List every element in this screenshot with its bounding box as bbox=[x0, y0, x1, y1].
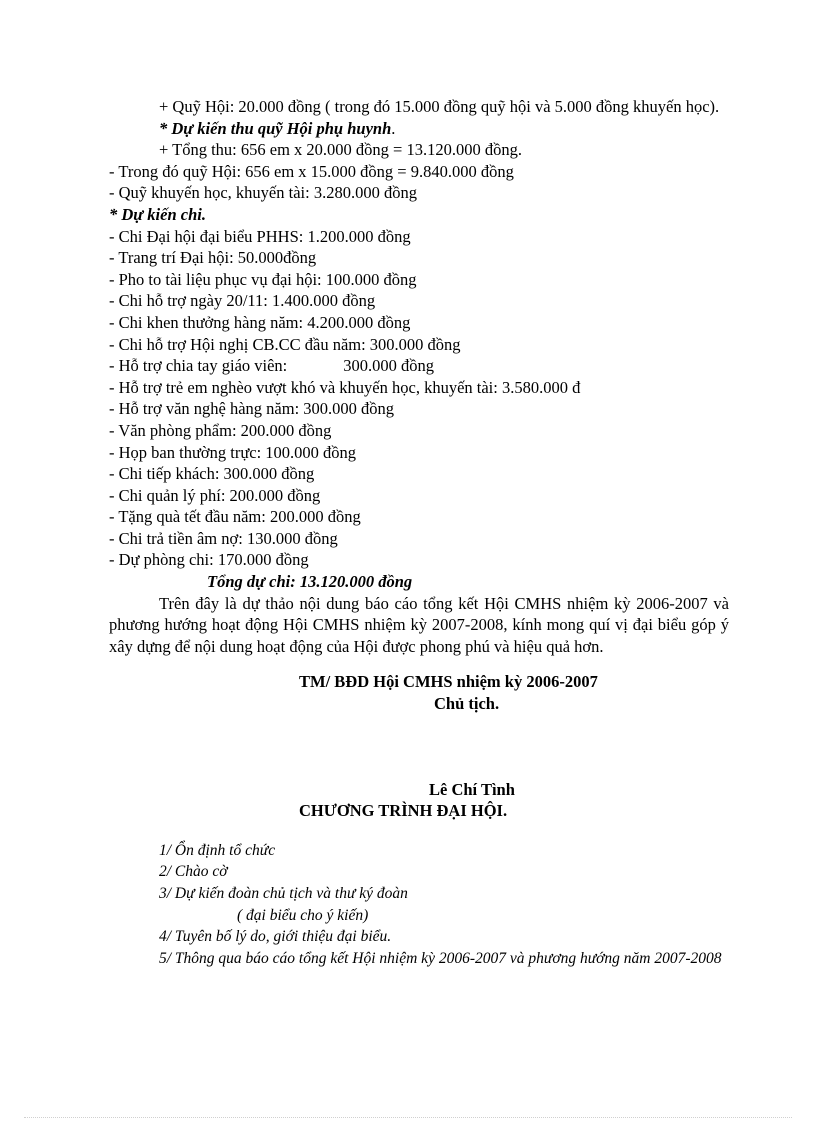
signature-title: TM/ BĐD Hội CMHS nhiệm kỳ 2006-2007 bbox=[299, 672, 598, 692]
program-item: 5/ Thông qua báo cáo tổng kết Hội nhiệm kỳ 2006-2007 và phương hướng năm 2007-2008 bbox=[159, 949, 722, 967]
expense-amount: 300.000 đồng bbox=[343, 356, 435, 376]
expense-item: - Họp ban thường trực: 100.000 đồng bbox=[109, 442, 357, 462]
income-fund: - Trong đó quỹ Hội: 656 em x 15.000 đồng = 9.840.000 đồng bbox=[109, 161, 514, 181]
income-scholarship: - Quỹ khuyến học, khuyến tài: 3.280.000 đồng bbox=[109, 183, 417, 203]
program-item: 2/ Chào cờ bbox=[159, 863, 228, 881]
expense-item: - Chi trả tiền âm nợ: 130.000 đồng bbox=[109, 528, 338, 548]
program-item: 1/ Ổn định tổ chức bbox=[159, 841, 276, 859]
income-heading-text: * Dự kiến thu quỹ Hội phụ huynh bbox=[159, 118, 392, 138]
expense-item: - Dự phòng chi: 170.000 đồng bbox=[109, 550, 309, 570]
expense-item: - Chi quản lý phí: 200.000 đồng bbox=[109, 485, 321, 505]
fund-line: + Quỹ Hội: 20.000 đồng ( trong đó 15.000 đồng quỹ hội và 5.000 đồng khuyến học). bbox=[159, 97, 720, 116]
document-page bbox=[109, 96, 729, 969]
program-subitem: ( đại biểu cho ý kiến) bbox=[237, 906, 369, 924]
expense-item bbox=[109, 355, 729, 377]
closing-paragraph: Trên đây là dự thảo nội dung báo cáo tổng kết Hội CMHS nhiệm kỳ 2006-2007 và phương hướng hoạt động Hội CMHS nhiệm kỳ 2007-2008, kính mong quí vị đại biểu góp ý xây dựng để nội dung hoạt động của Hội được phong phú và hiệu quả hơn. bbox=[109, 593, 729, 656]
expense-item: - Hỗ trợ văn nghệ hàng năm: 300.000 đồng bbox=[109, 399, 395, 419]
expense-item: - Chi hỗ trợ Hội nghị CB.CC đầu năm: 300.000 đồng bbox=[109, 334, 461, 354]
total-expense: Tổng dự chi: 13.120.000 đồng bbox=[207, 572, 413, 592]
program-item: 3/ Dự kiến đoàn chủ tịch và thư ký đoàn bbox=[159, 885, 408, 902]
signature-role: Chủ tịch. bbox=[434, 694, 500, 714]
expense-item: - Văn phòng phẩm: 200.000 đồng bbox=[109, 420, 332, 440]
income-heading: * Dự kiến thu quỹ Hội phụ huynh. bbox=[159, 118, 396, 138]
signature-name: Lê Chí Tình bbox=[429, 779, 515, 799]
expense-item: - Chi khen thưởng hàng năm: 4.200.000 đồng bbox=[109, 312, 411, 332]
expense-item: - Chi tiếp khách: 300.000 đồng bbox=[109, 464, 315, 484]
expense-heading: * Dự kiến chi. bbox=[109, 204, 206, 224]
expense-item: - Chi hỗ trợ ngày 20/11: 1.400.000 đồng bbox=[109, 291, 376, 311]
program-item: 4/ Tuyên bố lý do, giới thiệu đại biểu. bbox=[159, 928, 392, 946]
expense-item: - Tặng quà tết đầu năm: 200.000 đồng bbox=[109, 507, 361, 527]
expense-label: - Hỗ trợ chia tay giáo viên: bbox=[109, 356, 288, 376]
expense-item: - Trang trí Đại hội: 50.000đồng bbox=[109, 248, 317, 268]
program-title: CHƯƠNG TRÌNH ĐẠI HỘI. bbox=[299, 801, 508, 821]
expense-item: - Pho to tài liệu phục vụ đại hội: 100.000 đồng bbox=[109, 269, 417, 289]
expense-item: - Chi Đại hội đại biểu PHHS: 1.200.000 đồng bbox=[109, 226, 411, 246]
program-list bbox=[109, 840, 729, 970]
expense-item: - Hỗ trợ trẻ em nghèo vượt khó và khuyến học, khuyến tài: 3.580.000 đ bbox=[109, 377, 581, 397]
page-footer-divider bbox=[24, 1117, 792, 1118]
income-total: + Tổng thu: 656 em x 20.000 đồng = 13.120.000 đồng. bbox=[159, 140, 522, 160]
